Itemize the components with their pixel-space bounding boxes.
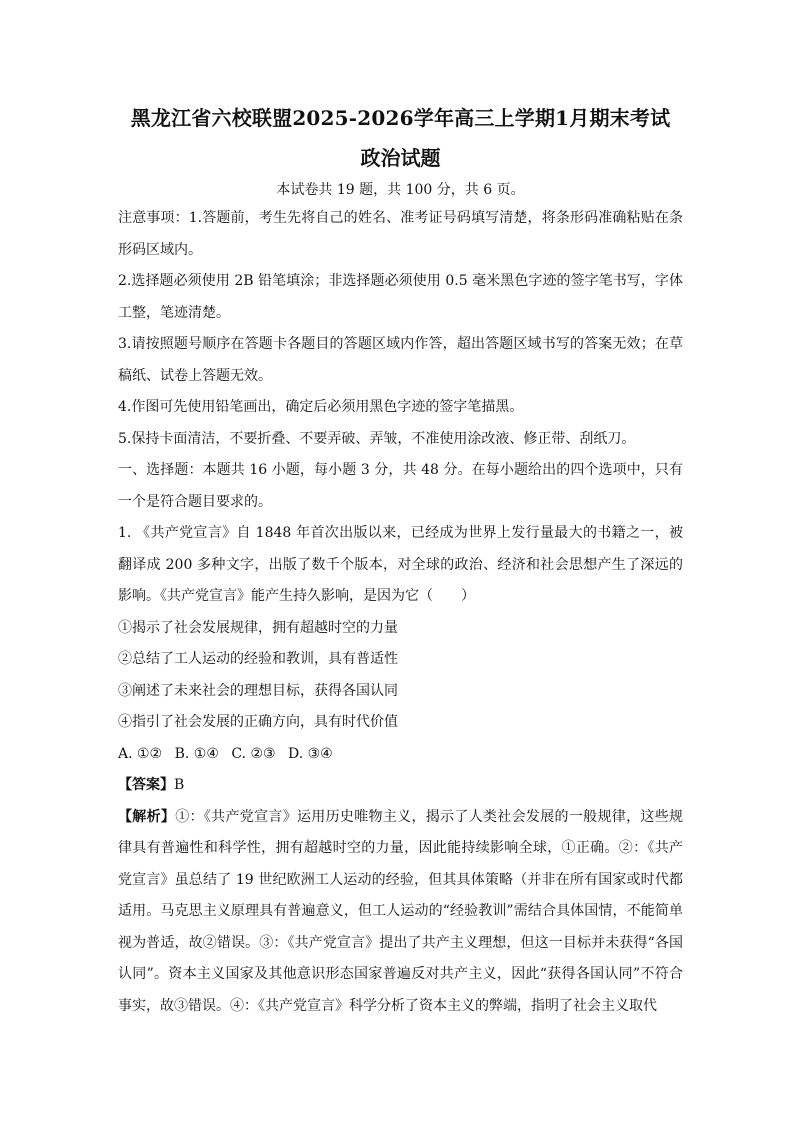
- analysis-label: 【解析】: [118, 808, 176, 825]
- analysis-text: ①：《共产党宣言》运用历史唯物主义，揭示了人类社会发展的一般规律，这些规律具有普遍性和科学性，拥有超越时空的力量，因此能持续影响全球，①正确。②：《共产党宣言》虽总结了 19 世纪欧洲工人运动的经验，但其具体策略（并非在所有国家或时代都适用。马克思主义原理具有普遍意义，但工人运动的“经验教训”需结合具体国情，不能简单视为普适，故②错误。③：《共产党宣言》提出了共产主义理想，但这一目标并未获得“各国认同”。资本主义国家及其他意识形态国家普遍反对共产主义，因此“获得各国认同”不符合事实，故③错误。④：《共产党宣言》科学分析了资本主义的弊端，指明了社会主义取代: [118, 808, 684, 1014]
- note-1: 注意事项：1.答题前，考生先将自己的姓名、准考证号码填写清楚，将条形码准确粘贴在条形码区域内。: [118, 210, 683, 258]
- note-4: 4.作图可先使用铅笔画出，确定后必须用黑色字迹的签字笔描黑。: [118, 399, 524, 415]
- statement-1: ①揭示了社会发展规律，拥有超越时空的力量: [118, 619, 398, 636]
- answer-line: [118, 770, 683, 802]
- statement-4: ④指引了社会发展的正确方向，具有时代价值: [118, 714, 398, 730]
- statement-2: ②总结了工人运动的经验和教训，具有普适性: [118, 651, 398, 667]
- statement-3: ③阐述了未来社会的理想目标，获得各国认同: [118, 682, 398, 699]
- section-heading: 一、选择题：本题共 16 小题，每小题 3 分，共 48 分。在每小题给出的四个选项中，只有一个是符合题目要求的。: [118, 462, 683, 510]
- answer-value: B: [174, 777, 185, 793]
- option-c: C. ②③: [231, 745, 276, 762]
- option-d: D. ③④: [288, 745, 333, 762]
- exam-subject: 政治试题: [360, 146, 441, 170]
- exam-meta: 本试卷共 19 题，共 100 分，共 6 页。: [276, 182, 525, 198]
- note-5: 5.保持卡面清洁，不要折叠、不要弄破、弄皱，不准使用涂改液、修正带、刮纸刀。: [118, 430, 636, 447]
- option-b: B. ①④: [174, 745, 219, 762]
- question-stem: 1. 《共产党宣言》自 1848 年首次出版以来，已经成为世界上发行量最大的书籍之一，被翻译成 200 多种文字，出版了数千个版本，对全球的政治、经济和社会思想产生了深远的影响。《共产党宣言》能产生持久影响，是因为它（ ）: [118, 525, 683, 604]
- note-3: 3.请按照题号顺序在答题卡各题目的答题区域内作答，超出答题区域书写的答案无效；在草稿纸、试卷上答题无效。: [118, 336, 683, 384]
- option-a: A. ①②: [118, 745, 163, 762]
- answer-label: 【答案】: [118, 777, 174, 793]
- analysis-paragraph: [118, 802, 683, 1023]
- page-content: [118, 102, 683, 1022]
- exam-title: 黑龙江省六校联盟2025-2026学年高三上学期1月期末考试: [130, 106, 671, 130]
- answer-options: [118, 739, 683, 771]
- note-2: 2.选择题必须使用 2B 铅笔填涂；非选择题必须使用 0.5 毫米黑色字迹的签字笔书写，字体工整，笔迹清楚。: [118, 273, 683, 321]
